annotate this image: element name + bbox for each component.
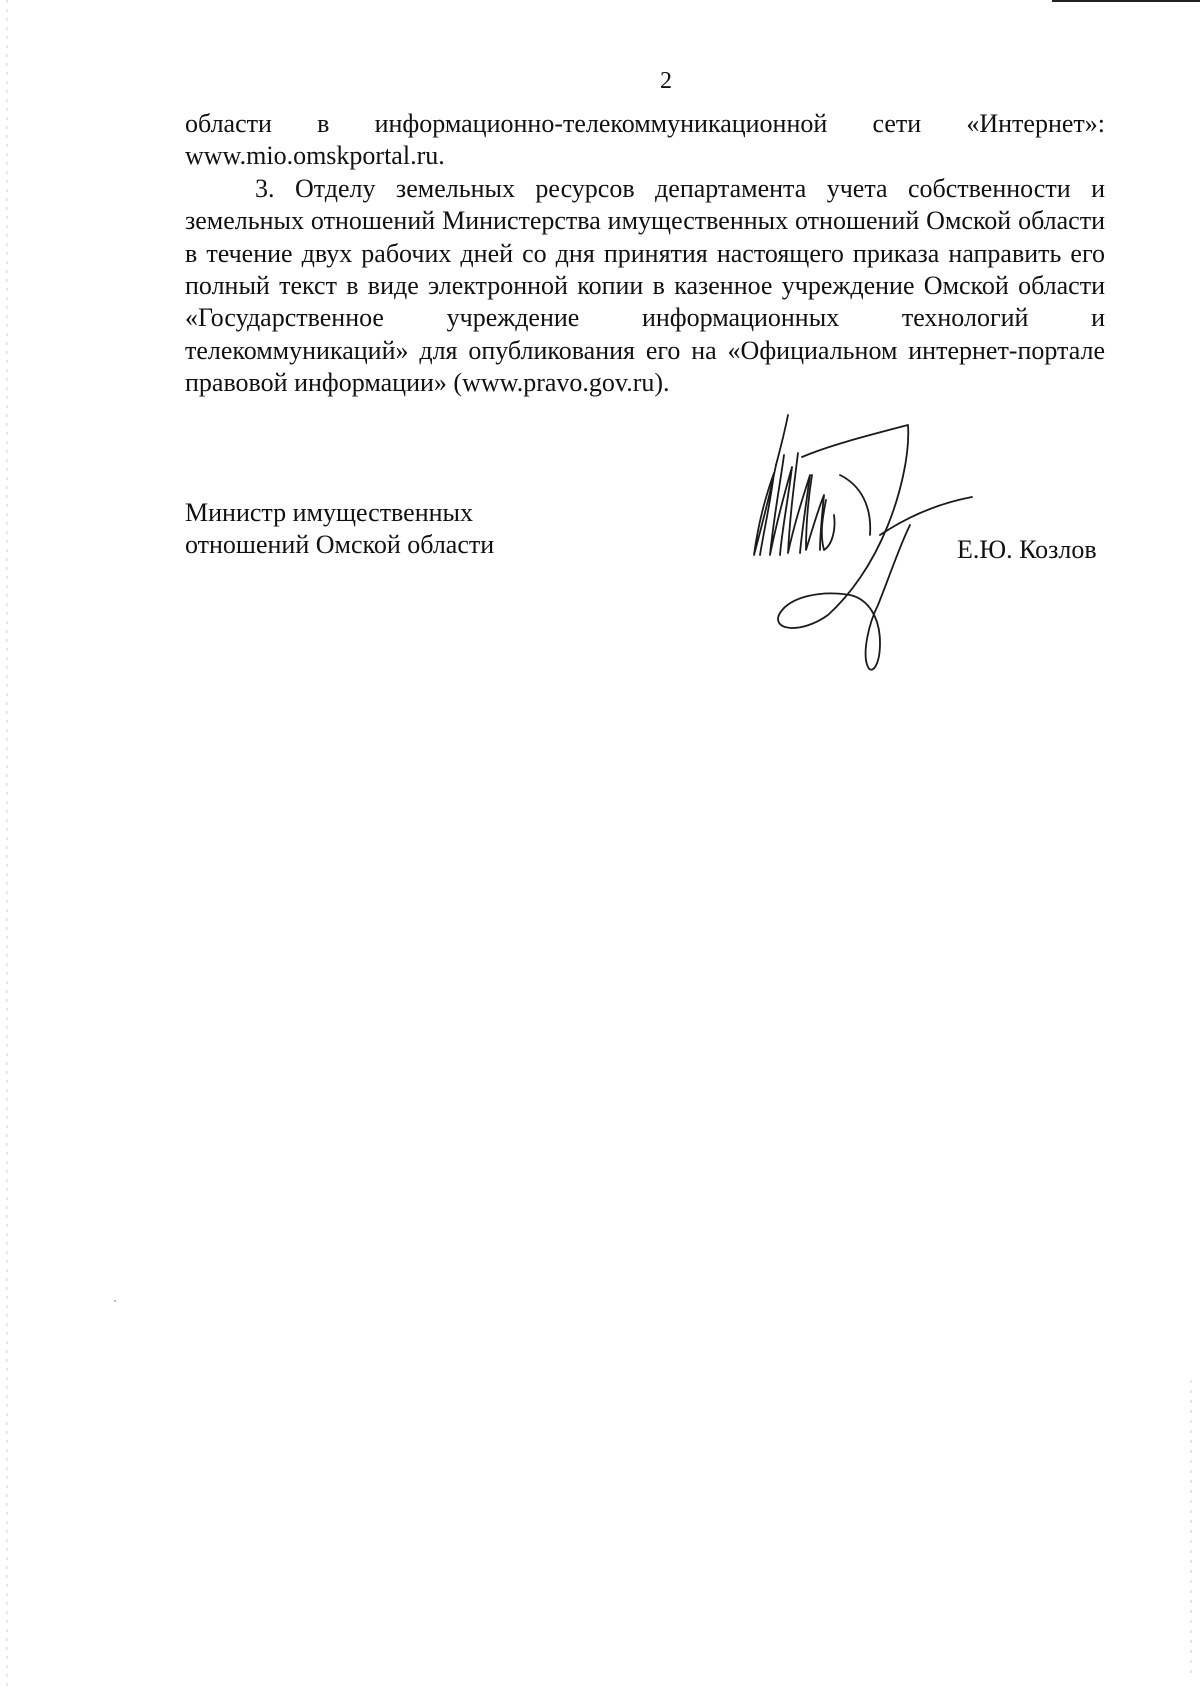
document-body	[185, 108, 1105, 400]
scan-dot-artifact	[114, 1300, 116, 1302]
scan-edge-artifact-right	[1190, 1380, 1192, 1680]
paragraph-item-3: 3. Отделу земельных ресурсов департамента учета собственности и земельных отношений Министерства имущественных отношений Омской области в течение двух рабочих дней со дня принятия настоящего приказа направить его полный текст в виде электронной копии в казенное учреждение Омской области «Государственное учреждение информационных технологий и телекоммуникаций» для опубликования его на «Официальном интернет-портале правовой информации» (www.pravo.gov.ru).	[185, 173, 1105, 398]
scan-top-line-artifact	[1052, 0, 1200, 2]
handwritten-signature	[740, 405, 980, 685]
signatory-position-line-2: отношений Омской области	[185, 530, 495, 559]
signatory-position-line-1: Министр имущественных	[185, 498, 474, 527]
signatory-position	[185, 497, 494, 561]
scan-edge-artifact-left	[6, 0, 8, 1686]
paragraph-continuation: области в информационно-телекоммуникационной сети «Интернет»: www.mio.omskportal.ru.	[185, 109, 1105, 171]
page-number: 2	[660, 68, 672, 94]
signatory-name: Е.Ю. Козлов	[957, 535, 1097, 564]
